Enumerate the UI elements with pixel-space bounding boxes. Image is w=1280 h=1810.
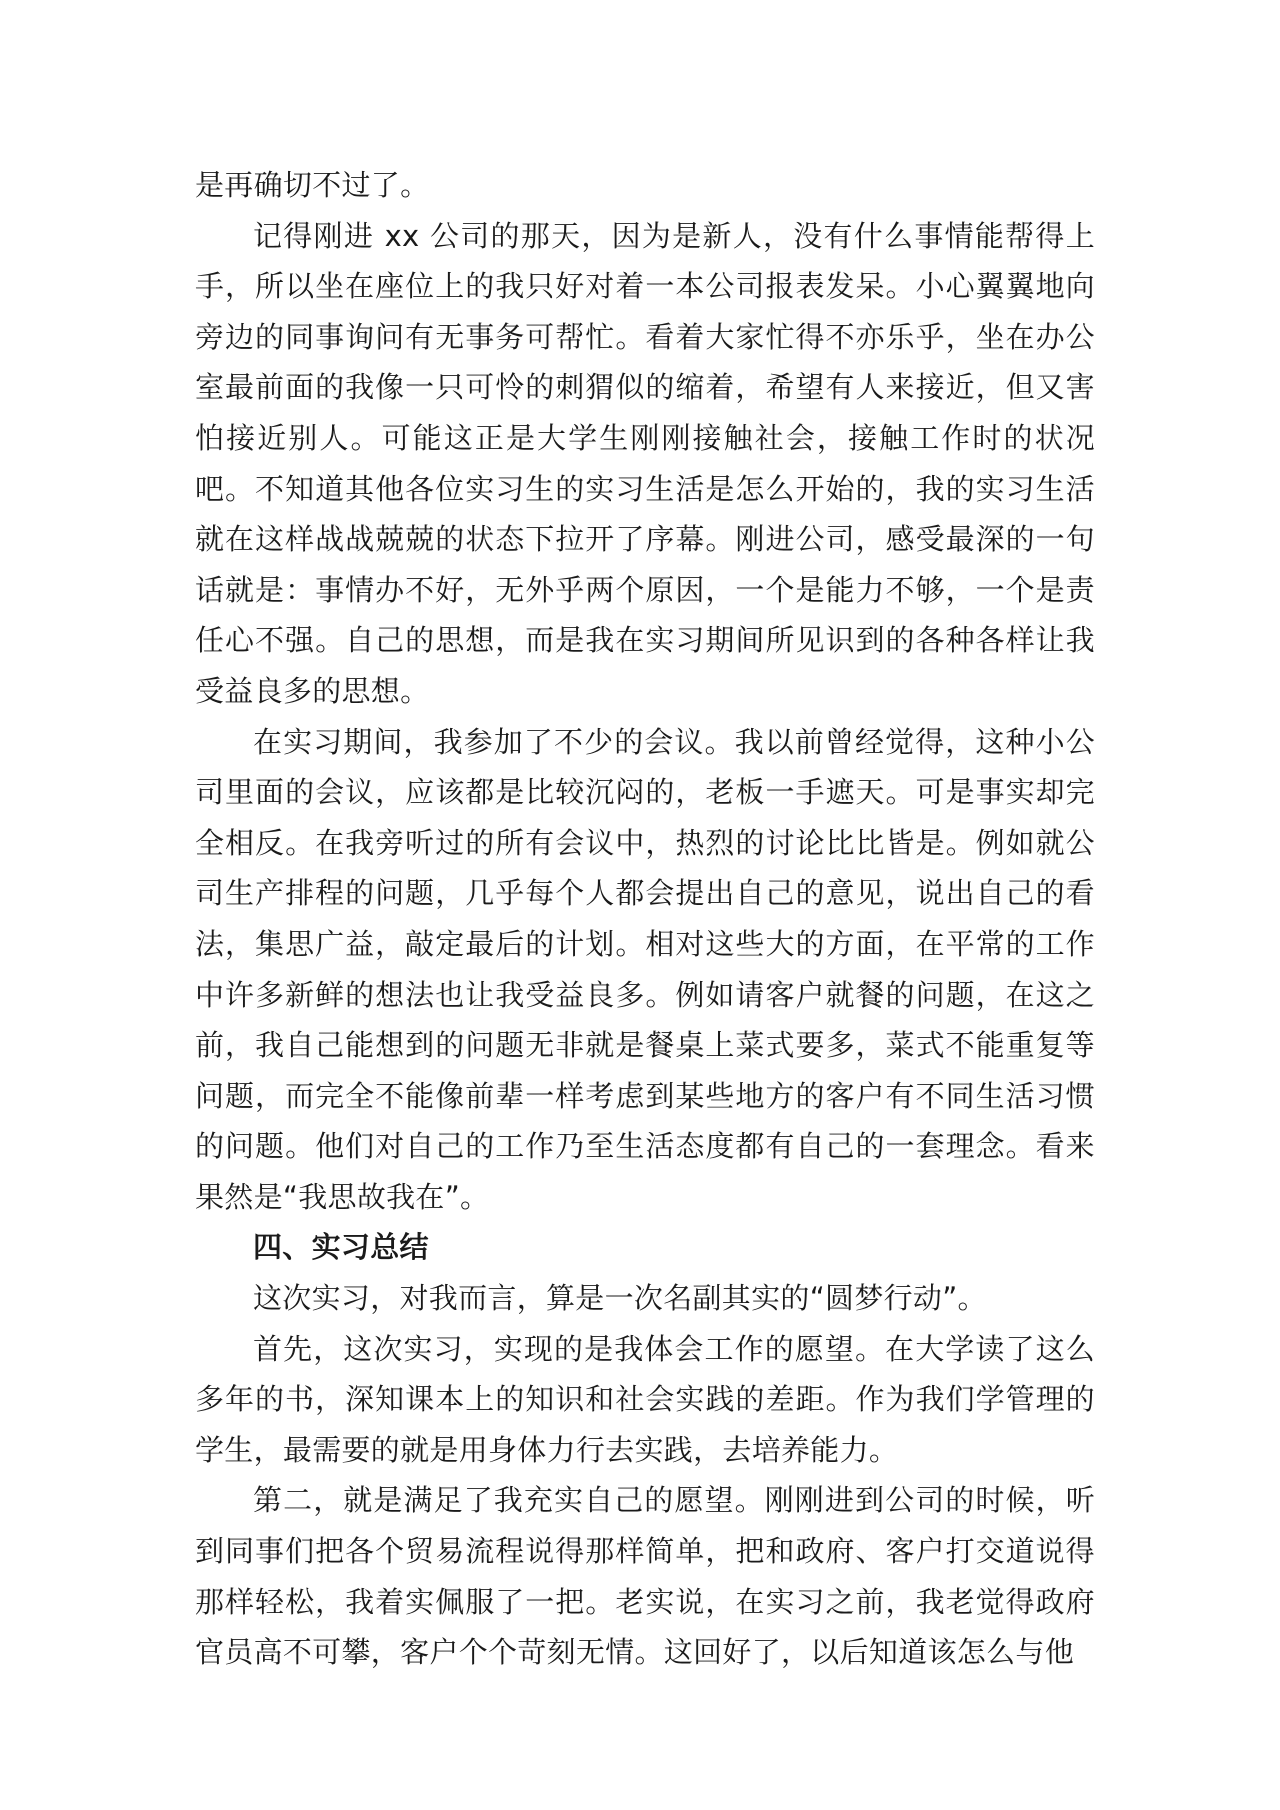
paragraph-meetings: 在实习期间，我参加了不少的会议。我以前曾经觉得，这种小公司里面的会议，应该都是比较沉闷的，老板一手遮天。可是事实却完全相反。在我旁听过的所有会议中，热烈的讨论比比皆是。例如就公司生产排程的问题，几乎每个人都会提出自己的意见，说出自己的看法，集思广益，敲定最后的计划。相对这些大的方面，在平常的工作中许多新鲜的想法也让我受益良多。例如请客户就餐的问题，在这之前，我自己能想到的问题无非就是餐桌上菜式要多，菜式不能重复等问题，而完全不能像前辈一样考虑到某些地方的客户有不同生活习惯的问题。他们对自己的工作乃至生活态度都有自己的一套理念。看来果然是“我思故我在”。 <box>195 724 1095 1214</box>
paragraph-second-point: 第二，就是满足了我充实自己的愿望。刚刚进到公司的时候，听到同事们把各个贸易流程说得那样简单，把和政府、客户打交道说得那样轻松，我着实佩服了一把。老实说，在实习之前，我老觉得政府官员高不可攀，客户个个苛刻无情。这回好了，以后知道该怎么与他 <box>195 1483 1095 1670</box>
paragraph-first-day: 记得刚进 xx 公司的那天，因为是新人，没有什么事情能帮得上手，所以坐在座位上的我只好对着一本公司报表发呆。小心翼翼地向旁边的同事询问有无事务可帮忙。看着大家忙得不亦乐乎，坐在办公室最前面的我像一只可怜的刺猬似的缩着，希望有人来接近，但又害怕接近别人。可能这正是大学生刚刚接触社会，接触工作时的状况吧。不知道其他各位实习生的实习生活是怎么开始的，我的实习生活就在这样战战兢兢的状态下拉开了序幕。刚进公司，感受最深的一句话就是：事情办不好，无外乎两个原因，一个是能力不够，一个是责任心不强。自己的思想，而是我在实习期间所见识到的各种各样让我受益良多的思想。 <box>195 218 1095 708</box>
paragraph-summary-intro: 这次实习，对我而言，算是一次名副其实的“圆梦行动”。 <box>253 1281 987 1316</box>
paragraph-first-point: 首先，这次实习，实现的是我体会工作的愿望。在大学读了这么多年的书，深知课本上的知识和社会实践的差距。作为我们学管理的学生，最需要的就是用身体力行去实践，去培养能力。 <box>195 1331 1095 1467</box>
document-body <box>195 160 1095 1678</box>
paragraph-continuation: 是再确切不过了。 <box>195 168 430 202</box>
section-heading: 四、实习总结 <box>253 1230 429 1265</box>
